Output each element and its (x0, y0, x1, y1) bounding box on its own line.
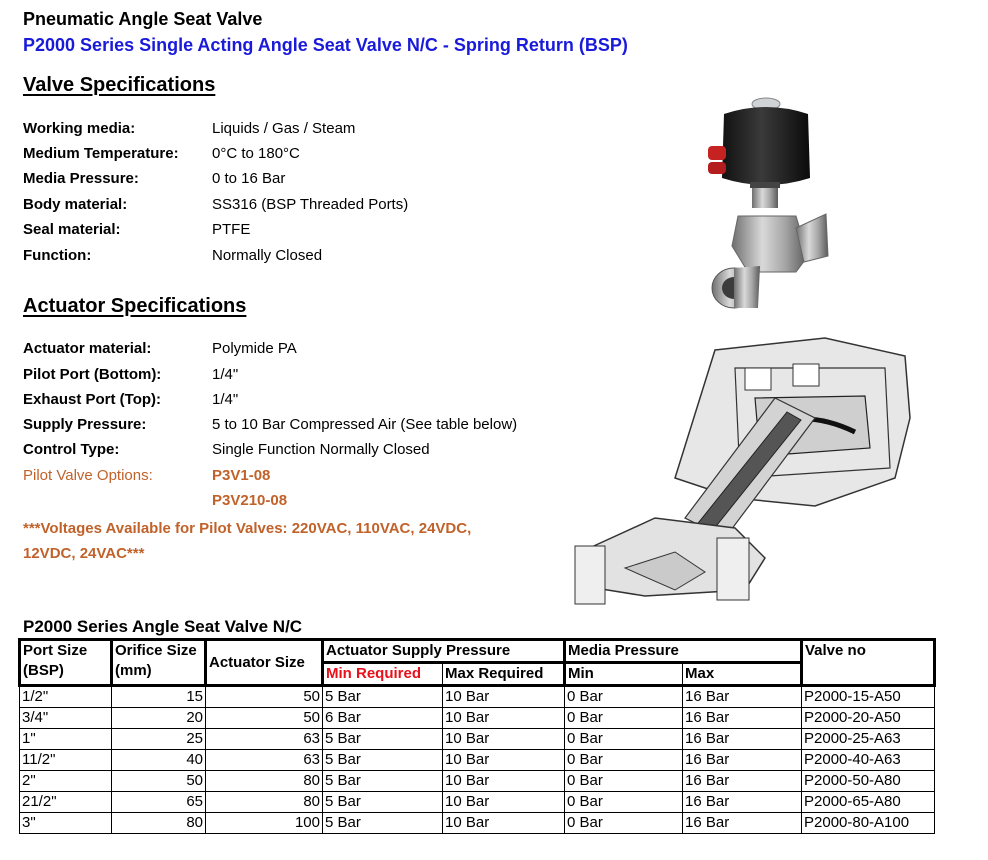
cell-orifice: 25 (112, 729, 206, 750)
cell-max-required: 10 Bar (443, 686, 565, 708)
header-port-size (20, 640, 112, 686)
header-min-required: Min Required (323, 663, 443, 686)
spec-label: Medium Temperature: (23, 145, 179, 162)
cell-max: 16 Bar (683, 792, 802, 813)
cell-orifice: 20 (112, 708, 206, 729)
cell-orifice: 15 (112, 686, 206, 708)
cell-min: 0 Bar (565, 771, 683, 792)
header-text: (BSP) (23, 662, 64, 679)
cell-max-required: 10 Bar (443, 729, 565, 750)
cell-max: 16 Bar (683, 813, 802, 834)
cell-min: 0 Bar (565, 813, 683, 834)
voltage-note-line: 12VDC, 24VAC*** (23, 545, 145, 562)
table-row (20, 686, 935, 708)
cell-max-required: 10 Bar (443, 792, 565, 813)
pilot-valve-label: Pilot Valve Options: (23, 467, 153, 484)
cell-actuator: 50 (206, 708, 323, 729)
spec-value: Polymide PA (212, 340, 297, 357)
cell-min: 0 Bar (565, 708, 683, 729)
spec-label: Body material: (23, 196, 128, 213)
spec-label: Seal material: (23, 221, 121, 238)
spec-label: Supply Pressure: (23, 416, 147, 433)
cell-orifice: 40 (112, 750, 206, 771)
cell-valve-no: P2000-40-A63 (802, 750, 935, 771)
spec-value: Normally Closed (212, 247, 323, 264)
header-media-pressure: Media Pressure (565, 640, 802, 663)
cell-max: 16 Bar (683, 729, 802, 750)
header-max: Max (683, 663, 802, 686)
cell-max: 16 Bar (683, 771, 802, 792)
cell-valve-no: P2000-65-A80 (802, 792, 935, 813)
cell-valve-no: P2000-15-A50 (802, 686, 935, 708)
header-supply-pressure: Actuator Supply Pressure (323, 640, 565, 663)
cell-max-required: 10 Bar (443, 750, 565, 771)
spec-label: Exhaust Port (Top): (23, 391, 162, 408)
header-text: Port Size (23, 642, 88, 659)
cell-port: 3/4" (20, 708, 112, 729)
spec-label: Pilot Port (Bottom): (23, 366, 162, 383)
spec-value: 1/4" (212, 391, 239, 408)
header-text: Orifice Size (115, 642, 197, 659)
spec-value: SS316 (BSP Threaded Ports) (212, 196, 409, 213)
spec-label: Working media: (23, 120, 136, 137)
spec-label: Function: (23, 247, 92, 264)
cell-port: 21/2" (20, 792, 112, 813)
cell-max: 16 Bar (683, 686, 802, 708)
table-row (20, 792, 935, 813)
header-max-required: Max Required (443, 663, 565, 686)
cell-valve-no: P2000-50-A80 (802, 771, 935, 792)
table-row (20, 813, 935, 834)
cell-min-required: 5 Bar (323, 771, 443, 792)
table-row (20, 708, 935, 729)
cell-port: 1" (20, 729, 112, 750)
table-row (20, 771, 935, 792)
cell-actuator: 63 (206, 750, 323, 771)
cell-max-required: 10 Bar (443, 708, 565, 729)
valve-specs-heading: Valve Specifications (23, 74, 216, 96)
cell-max: 16 Bar (683, 708, 802, 729)
cell-port: 1/2" (20, 686, 112, 708)
cell-actuator: 63 (206, 729, 323, 750)
cell-actuator: 50 (206, 686, 323, 708)
valve-cross-section-diagram (565, 328, 925, 618)
cell-port: 2" (20, 771, 112, 792)
actuator-specs-heading: Actuator Specifications (23, 295, 247, 317)
spec-value: 0 to 16 Bar (212, 170, 286, 187)
header-orifice-size (112, 640, 206, 686)
pilot-option-1: P3V1-08 (212, 467, 271, 484)
spec-value: 5 to 10 Bar Compressed Air (See table below) (212, 416, 518, 433)
spec-label: Control Type: (23, 441, 120, 458)
spec-value: 0°C to 180°C (212, 145, 300, 162)
valve-table (18, 638, 936, 834)
cell-min-required: 6 Bar (323, 708, 443, 729)
table-row (20, 750, 935, 771)
cell-min: 0 Bar (565, 686, 683, 708)
page-subtitle: P2000 Series Single Acting Angle Seat Valve N/C - Spring Return (BSP) (23, 35, 628, 55)
page-title: Pneumatic Angle Seat Valve (23, 9, 263, 29)
cell-actuator: 80 (206, 792, 323, 813)
voltage-note (23, 516, 543, 566)
voltage-note-line: ***Voltages Available for Pilot Valves: 220VAC, 110VAC, 24VDC, (23, 520, 472, 537)
cell-valve-no: P2000-80-A100 (802, 813, 935, 834)
cell-min-required: 5 Bar (323, 792, 443, 813)
valve-product-photo (700, 96, 830, 321)
cell-min-required: 5 Bar (323, 750, 443, 771)
cell-port: 3" (20, 813, 112, 834)
table-title: P2000 Series Angle Seat Valve N/C (23, 617, 303, 636)
cell-min: 0 Bar (565, 792, 683, 813)
cell-min-required: 5 Bar (323, 729, 443, 750)
spec-label: Media Pressure: (23, 170, 139, 187)
cell-actuator: 80 (206, 771, 323, 792)
cell-max: 16 Bar (683, 750, 802, 771)
cell-valve-no: P2000-20-A50 (802, 708, 935, 729)
header-text: (mm) (115, 662, 152, 679)
cell-actuator: 100 (206, 813, 323, 834)
cell-orifice: 50 (112, 771, 206, 792)
cell-port: 11/2" (20, 750, 112, 771)
cell-orifice: 80 (112, 813, 206, 834)
spec-label: Actuator material: (23, 340, 152, 357)
table-row (20, 729, 935, 750)
cell-valve-no: P2000-25-A63 (802, 729, 935, 750)
header-min: Min (565, 663, 683, 686)
header-actuator-size: Actuator Size (206, 640, 323, 686)
cell-orifice: 65 (112, 792, 206, 813)
cell-min: 0 Bar (565, 729, 683, 750)
cell-min-required: 5 Bar (323, 813, 443, 834)
pilot-option-2: P3V210-08 (212, 492, 288, 509)
spec-value: Liquids / Gas / Steam (212, 120, 356, 137)
spec-value: Single Function Normally Closed (212, 441, 430, 458)
cell-max-required: 10 Bar (443, 771, 565, 792)
cell-min-required: 5 Bar (323, 686, 443, 708)
cell-min: 0 Bar (565, 750, 683, 771)
spec-value: PTFE (212, 221, 251, 238)
spec-value: 1/4" (212, 366, 239, 383)
cell-max-required: 10 Bar (443, 813, 565, 834)
header-valve-no: Valve no (802, 640, 935, 686)
